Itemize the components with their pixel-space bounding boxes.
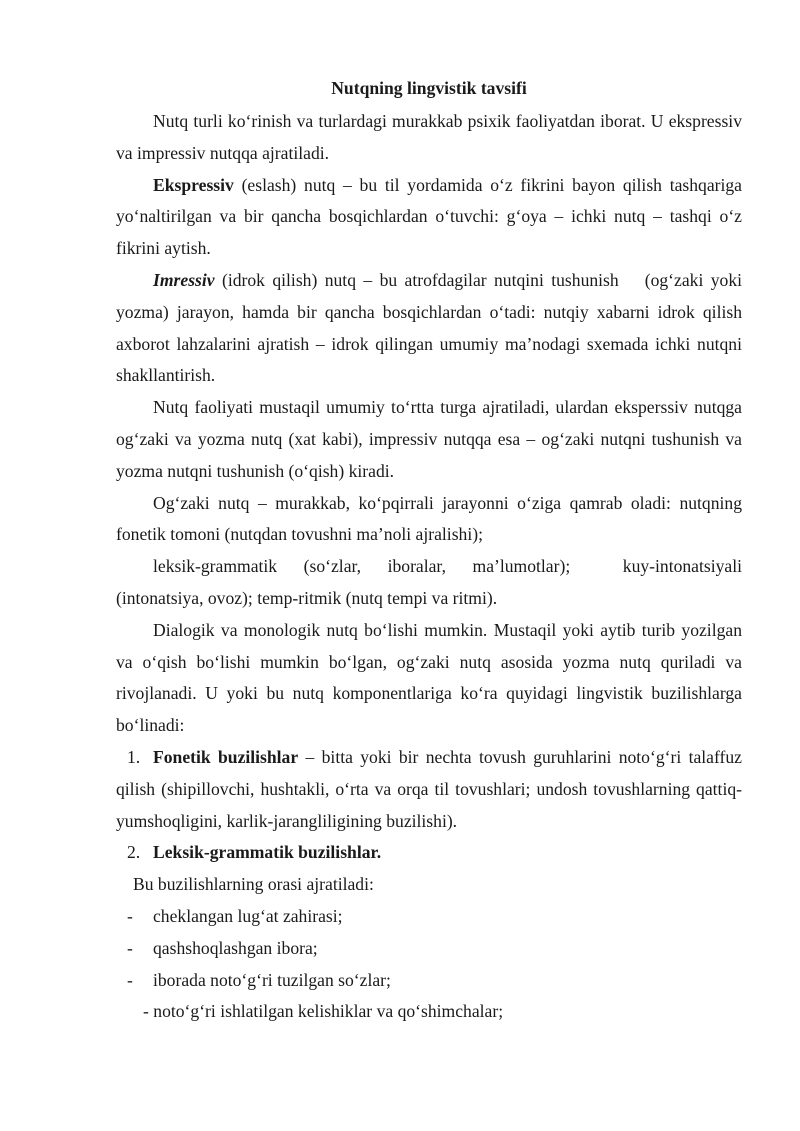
dash-marker: -: [143, 1001, 149, 1022]
list-number: 1.: [127, 746, 141, 767]
dash-item-text: qashshoqlashgan ibora;: [153, 937, 318, 958]
list-item-fonetik-text: – bitta yoki bir nechta tovush guruhlarini noto‘g‘ri talaffuz qilish (shipillovchi, hushtakli, o‘rta va orqa til tovushlari; undosh tovushlarning qattiq-yumshoqligini, karlik-jarangliligining buzilishi).: [116, 746, 742, 831]
document-title: Nutqning lingvistik tavsifi: [331, 78, 527, 98]
paragraph-impressiv-text-b: (og‘zaki yoki yozma) jarayon, hamda bir qancha bosqichlardan o‘tadi: nutqiy xabarni idrok qilish axborot lahzalarini ajratish – idrok qilingan umumiy ma’nodagi sxemada ichki nutqni shakllantirish.: [116, 269, 743, 386]
paragraph-leksik-text-a: leksik-grammatik (so‘zlar, iboralar, ma’lumotlar);: [153, 556, 571, 577]
paragraph-ekspressiv: [116, 170, 742, 265]
paragraph-ekspressiv-text: (eslash) nutq – bu til yordamida o‘z fikrini bayon qilish tashqariga yo‘naltirilgan va bir qancha bosqichlardan o‘tuvchi: g‘oya – ichki nutq – tashqi o‘z fikrini aytish.: [116, 174, 742, 259]
paragraph-impressiv-text-a: (idrok qilish) nutq – bu atrofdagilar nutqini tushunish: [214, 269, 619, 290]
term-impressiv: Imressiv: [153, 269, 215, 290]
dash-marker: -: [127, 937, 133, 958]
list-item-fonetik: [116, 742, 742, 837]
dash-marker: -: [127, 969, 133, 990]
paragraph-dialogik: Dialogik va monologik nutq bo‘lishi mumkin. Mustaqil yoki aytib turib yozilgan va o‘qish bo‘lishi mumkin bo‘lgan, og‘zaki nutq asosida yozma nutq quriladi va rivojlanadi. U yoki bu nutq komponentlariga ko‘ra quyidagi lingvistik buzilishlarga bo‘linadi:: [116, 619, 742, 736]
paragraph-ogzaki: Og‘zaki nutq – murakkab, ko‘pqirrali jarayonni o‘ziga qamrab oladi: nutqning fonetik tomoni (nutqdan tovushni ma’noli ajralishi);: [116, 492, 742, 545]
paragraph-leksik: [116, 551, 742, 615]
paragraph-buzilishlar: Bu buzilishlarning orasi ajratiladi:: [133, 874, 374, 895]
dash-item-text: cheklangan lug‘at zahirasi;: [153, 905, 343, 926]
dash-item-text: iborada noto‘g‘ri tuzilgan so‘zlar;: [153, 969, 391, 990]
document-page: [116, 72, 742, 1028]
paragraph-leksik-text-b: kuy-intonatsiyali (intonatsiya, ovoz); temp-ritmik (nutq tempi va ritmi).: [116, 556, 742, 608]
paragraph-impressiv: [116, 265, 742, 392]
dash-item-last: [116, 996, 742, 1028]
list-item-leksik: [116, 837, 742, 869]
term-leksik-grammatik: Leksik-grammatik buzilishlar.: [153, 842, 382, 863]
list-number: 2.: [127, 842, 141, 863]
dash-marker: -: [127, 905, 133, 926]
paragraph-intro: Nutq turli ko‘rinish va turlardagi murakkab psixik faoliyatdan iborat. U ekspressiv va impressiv nutqqa ajratiladi.: [116, 111, 742, 163]
paragraph-faoliyat: Nutq faoliyati mustaqil umumiy to‘rtta turga ajratiladi, ulardan eksperssiv nutqga og‘zaki va yozma nutq (xat kabi), impressiv nutqqa esa – og‘zaki nutqni tushunish va yozma nutqni tushunish (o‘qish) kiradi.: [116, 397, 742, 481]
term-fonetik: Fonetik buzilishlar: [153, 746, 299, 767]
dash-item: [116, 965, 742, 997]
dash-item-text: noto‘g‘ri ishlatilgan kelishiklar va qo‘shimchalar;: [153, 1001, 504, 1022]
dash-item: [116, 933, 742, 965]
dash-item: [116, 901, 742, 933]
term-ekspressiv: Ekspressiv: [153, 174, 234, 195]
